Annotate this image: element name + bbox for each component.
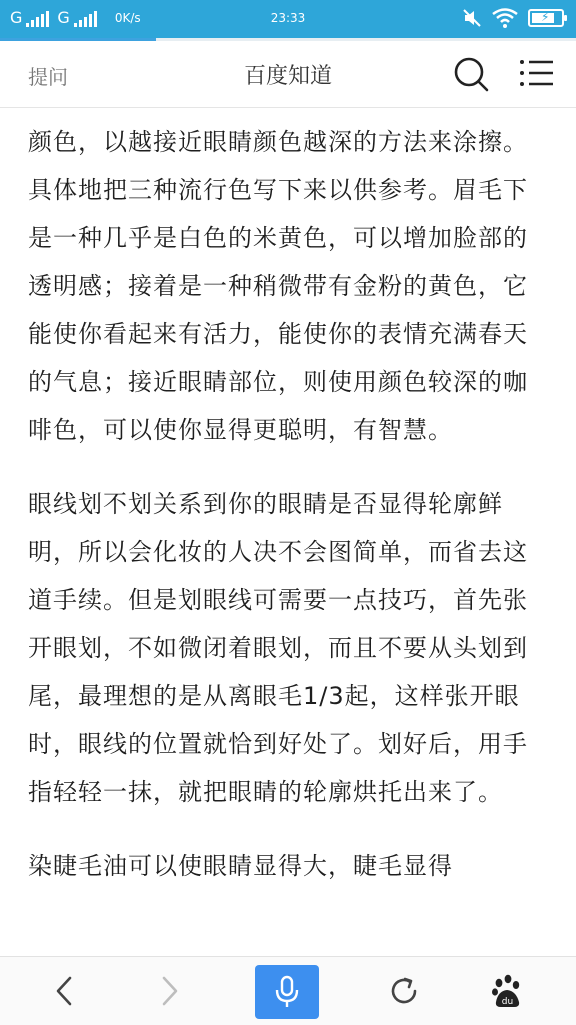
carrier-1: G	[10, 8, 23, 27]
bottom-toolbar	[0, 956, 576, 1025]
article-paragraph: 颜色，以越接近眼睛颜色越深的方法来涂擦。具体地把三种流行色写下来以供参考。眉毛下是一种几乎是白色的米黄色，可以增加脸部的透明感；接着是一种稍微带有金粉的黄色，它能使你看起来有活力，能使你的表情充满春天的气息；接近眼睛部位，则使用颜色较深的咖啡色，可以使你显得更聪明，有智慧。	[28, 128, 528, 444]
refresh-icon	[388, 975, 420, 1007]
baidu-home-button[interactable]	[483, 967, 531, 1015]
ask-button[interactable]: 提问	[28, 65, 68, 89]
top-header	[0, 41, 576, 108]
menu-button[interactable]	[519, 57, 555, 89]
microphone-icon	[273, 975, 301, 1009]
back-button[interactable]	[40, 967, 88, 1015]
battery-icon	[528, 9, 564, 27]
refresh-button[interactable]	[380, 967, 428, 1015]
wifi-icon	[492, 8, 518, 28]
status-right	[462, 8, 564, 28]
article-paragraph: 染睫毛油可以使眼睛显得大，睫毛显得	[28, 852, 453, 880]
status-time: 23:33	[270, 11, 306, 25]
carrier-2: G	[57, 8, 70, 27]
search-icon	[452, 55, 490, 93]
article-content	[28, 118, 550, 956]
chevron-left-icon	[52, 975, 76, 1007]
list-menu-icon	[519, 57, 555, 89]
article-paragraph: 眼线划不划关系到你的眼睛是否显得轮廓鲜明，所以会化妆的人决不会图简单，而省去这道手续。但是划眼线可需要一点技巧，首先张开眼划，不如微闭着眼划，而且不要从头划到尾，最理想的是从离眼毛1/3起，这样张开眼时，眼线的位置就恰到好处了。划好后，用手指轻轻一抹，就把眼睛的轮廓烘托出来了。	[28, 490, 528, 806]
baidu-paw-icon	[490, 974, 524, 1008]
net-speed: 0K/s	[114, 11, 141, 25]
forward-button[interactable]	[146, 967, 194, 1015]
status-bar	[0, 0, 576, 38]
paw-text: du	[501, 997, 514, 1007]
mute-icon	[462, 8, 482, 28]
page-title: 百度知道	[243, 64, 332, 89]
search-button[interactable]	[452, 55, 490, 93]
voice-search-button[interactable]	[255, 965, 319, 1019]
chevron-right-icon	[158, 975, 182, 1007]
charging-icon: ⚡	[541, 10, 550, 24]
